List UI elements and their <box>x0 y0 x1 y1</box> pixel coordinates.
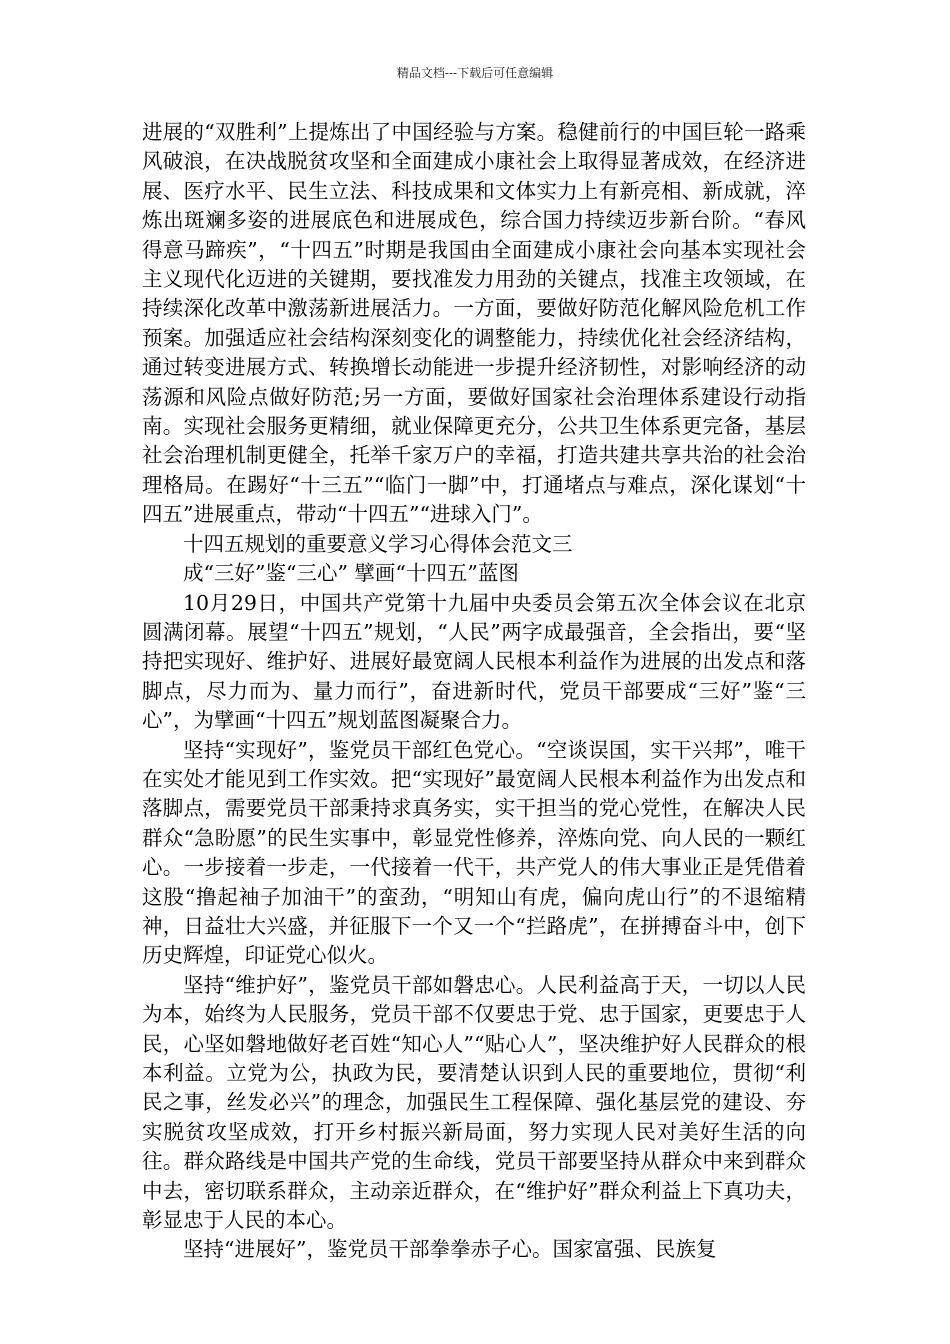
paragraph-4: 坚持“维护好”，鉴党员干部如磐忠心。人民利益高于天，一切以人民为本，始终为人民服务，党员干部不仅要忠于党、忠于国家，更要忠于人民，心坚如磐地做好老百姓“知心人”“贴心人”，坚决维护好人民群众的根本利益。立党为公，执政为民，要清楚认识到人民的重要地位，贯彻“利民之事，丝发必兴”的理念，加强民生工程保障、强化基层党的建设、夯实脱贫攻坚成效，打开乡村振兴新局面，努力实现人民对美好生活的向往。群众路线是中国共产党的生命线，党员干部要坚持从群众中来到群众中去，密切联系群众，主动亲近群众，在“维护好”群众利益上下真功夫，彰显忠于人民的本心。 <box>142 972 806 1233</box>
article-title: 成“三好”鉴“三心” 擘画“十四五”蓝图 <box>183 561 519 586</box>
paragraph-3: 坚持“实现好”，鉴党员干部红色党心。“空谈误国，实干兴邦”，唯干在实处才能见到工作实效。把“实现好”最宽阔人民根本利益作为出发点和落脚点，需要党员干部秉持求真务实，实干担当的党心党性，在解决人民群众“急盼愿”的民生实事中，彰显党性修养，淬炼向党、向人民的一颗红心。一步接着一步走，一代接着一代干，共产党人的伟大事业正是凭借着这股“撸起袖子加油干”的蛮劲，“明知山有虎，偏向虎山行”的不退缩精神，日益壮大兴盛，并征服下一个又一个“拦路虎”，在拼搏奋斗中，创下历史辉煌，印证党心似火。 <box>142 737 806 968</box>
document-body <box>142 118 806 1265</box>
page-header: 精品文档---下载后可任意编辑 <box>396 66 554 80</box>
section-title: 十四五规划的重要意义学习心得体会范文三 <box>183 531 573 556</box>
paragraph-1: 进展的“双胜利”上提炼出了中国经验与方案。稳健前行的中国巨轮一路乘风破浪，在决战脱贫攻坚和全面建成小康社会上取得显著成效，在经济进展、医疗水平、民生立法、科技成果和文体实力上有新亮相、新成就，淬炼出斑斓多姿的进展底色和进展成色，综合国力持续迈步新台阶。“春风得意马蹄疾”，“十四五”时期是我国由全面建成小康社会向基本实现社会主义现代化迈进的关键期，要找准发力用劲的关键点，找准主攻领域，在持续深化改革中激荡新进展活力。一方面，要做好防范化解风险危机工作预案。加强适应社会结构深刻变化的调整能力，持续优化社会经济结构，通过转变进展方式、转换增长动能进一步提升经济韧性，对影响经济的动荡源和风险点做好防范;另一方面，要做好国家社会治理体系建设行动指南。实现社会服务更精细，就业保障更充分，公共卫生体系更完备，基层社会治理机制更健全，托举千家万户的幸福，打造共建共享共治的社会治理格局。在踢好“十三五”“临门一脚”中，打通堵点与难点，深化谋划“十四五”进展重点，带动“十四五”“进球入门”。 <box>142 120 806 527</box>
paragraph-5: 坚持“进展好”，鉴党员干部拳拳赤子心。国家富强、民族复 <box>183 1237 717 1262</box>
paragraph-2: 10月29日，中国共产党第十九届中央委员会第五次全体会议在北京圆满闭幕。展望“十四五”规划，“人民”两字成最强音，全会指出，要“坚持把实现好、维护好、进展好最宽阔人民根本利益作为进展的出发点和落脚点，尽力而为、量力而行”，奋进新时代，党员干部要成“三好”鉴“三心”，为擘画“十四五”规划蓝图凝聚合力。 <box>142 590 806 733</box>
